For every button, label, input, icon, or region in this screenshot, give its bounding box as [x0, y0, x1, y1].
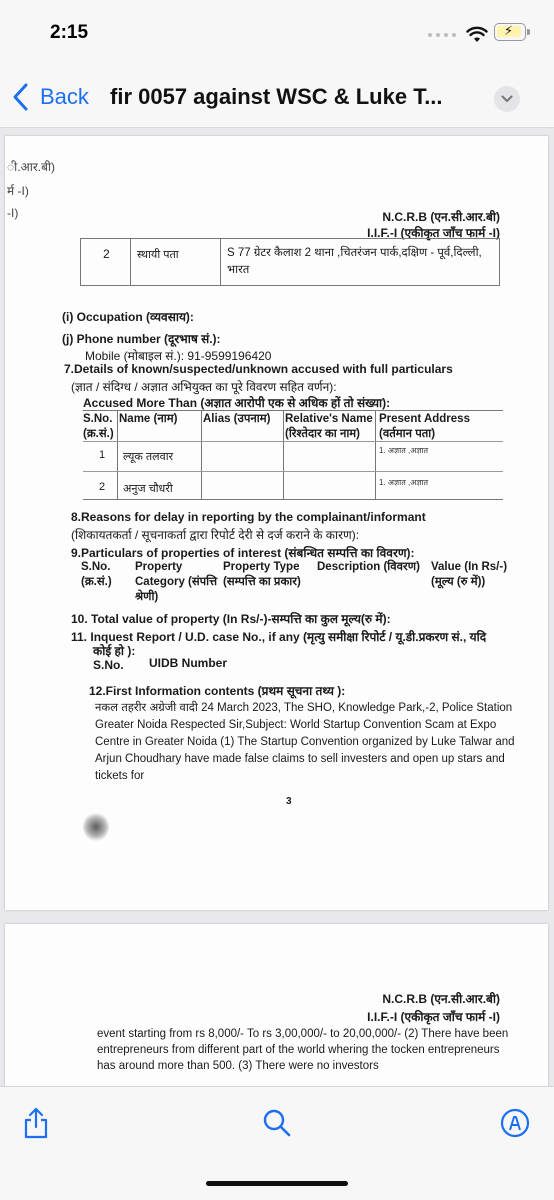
property-value-header: Value (In Rs/-) (मूल्य (रु में)): [431, 561, 508, 588]
section-8-title: 8.Reasons for delay in reporting by the complainant/informant: [71, 510, 426, 524]
scan-smudge: [83, 812, 109, 842]
status-time: 2:15: [50, 22, 89, 43]
document-title[interactable]: fir 0057 against WSC & Luke T...: [110, 84, 443, 109]
fir-contents-continued: event starting from rs 8,000/- To rs 3,00,000/- to 20,00,000/- (2) There have been entrepreneurs from different part of the world whering the tocken entrepreneurs has around more than 500. (3) There were no investors: [97, 1028, 509, 1072]
header-name: Name (नाम): [119, 413, 178, 425]
section-10: 10. Total value of property (In Rs/-)-सम्पत्ति का कुल मूल्य(रु में):: [71, 612, 391, 626]
header-relative: Relative's Name (रिश्तेदार का नाम): [285, 413, 373, 440]
address-table: [80, 238, 500, 286]
search-icon: [262, 1108, 292, 1138]
status-bar: [0, 0, 554, 72]
page-number: 3: [286, 796, 292, 807]
accused-name: अनुज चौधरी: [123, 483, 173, 495]
margin-text: ी.आर.बी): [7, 160, 56, 174]
occupation-label: (i) Occupation (व्यवसाय):: [62, 310, 194, 324]
accused-address: 1. अज्ञात ,अज्ञात: [379, 478, 429, 487]
wifi-icon: [466, 26, 488, 44]
inquest-sno: S.No.: [93, 658, 124, 672]
fir-contents: नकल तहरीर अग्रेजी वादी 24 March 2023, The SHO, Knowledge Park,-2, Police Station Greater Noida Respected Sir,Subject: World Startup Convention Scam at Expo Centre in Greater Noida (1) The Startup Convention organized by Luke Talwar and Arjun Choudhary have made false claims to sell investers and open up stars and tickets for: [95, 702, 515, 782]
header-alias: Alias (उपनाम): [203, 413, 271, 425]
home-indicator[interactable]: [206, 1181, 348, 1186]
section-7-title: 7.Details of known/suspected/unknown accused with full particulars: [64, 362, 453, 376]
chevron-left-icon: [10, 82, 32, 112]
iif-header: I.I.F.-I (एकीकृत जाँच फार्म -I): [367, 226, 500, 240]
share-icon: [23, 1107, 49, 1139]
property-category-header: Property Category (संपत्ति श्रेणी): [135, 561, 218, 603]
property-type-header: Property Type (सम्पत्ति का प्रकार): [223, 561, 301, 588]
accused-sno: 1: [99, 449, 106, 461]
header-address: Present Address (वर्तमान पता): [379, 413, 470, 440]
cellular-signal-icon: [428, 33, 456, 37]
document-page: [5, 136, 548, 910]
ncrb-header: N.C.R.B (एन.सी.आर.बी): [382, 210, 500, 224]
bottom-toolbar: [0, 1086, 554, 1200]
mobile-text: Mobile (मोबाइल सं.): 91-9599196420: [85, 349, 272, 363]
accused-table: [83, 410, 503, 500]
section-11-line2: कोई हो ):: [93, 644, 136, 658]
property-description-header: Description (विवरण): [317, 561, 420, 573]
title-menu-button[interactable]: [494, 86, 520, 112]
markup-button[interactable]: [497, 1105, 533, 1141]
property-sno-header: S.No. (क्र.सं.): [81, 561, 112, 588]
document-page: [5, 924, 548, 1086]
uidb-number: UIDB Number: [149, 656, 228, 670]
section-7-subtitle: (ज्ञात / संदिग्ध / अज्ञात अभियुक्त का पूरे विवरण सहित वर्णन):: [71, 380, 337, 394]
section-8-subtitle: (शिकायतकर्ता / सूचनाकर्ता द्वारा रिपोर्ट देरी से दर्ज कराने के कारण):: [71, 528, 360, 542]
header-sno: S.No. (क्र.सं.): [83, 413, 114, 440]
navigation-bar: [0, 72, 554, 128]
search-button[interactable]: [259, 1105, 295, 1141]
accused-address: 1. अज्ञात ,अज्ञात: [379, 446, 429, 455]
markup-icon: [500, 1108, 530, 1138]
share-button[interactable]: [18, 1105, 54, 1141]
chevron-down-icon: [501, 95, 513, 103]
iif-header: I.I.F.-I (एकीकृत जाँच फार्म -I): [367, 1010, 500, 1024]
section-9-title: 9.Particulars of properties of interest (संबन्धित सम्पत्ति का विवरण):: [71, 546, 415, 560]
back-button[interactable]: [10, 82, 89, 112]
back-label: Back: [40, 84, 89, 109]
margin-text: र्म -I): [7, 184, 29, 198]
accused-sno: 2: [99, 481, 106, 493]
margin-text: -I): [7, 206, 19, 220]
address-type: स्थायी पता: [131, 239, 221, 285]
phone-label: (j) Phone number (दूरभाष सं.):: [62, 332, 221, 346]
address-sno: 2: [81, 239, 131, 285]
battery-icon: ⚡: [494, 23, 526, 41]
section-12-title: 12.First Information contents (प्रथम सूचना तथ्य ):: [89, 684, 346, 698]
accused-more-than: Accused More Than (अज्ञात आरोपी एक से अधिक हों तो संख्या):: [83, 396, 391, 410]
accused-name: ल्यूक तलवार: [123, 451, 174, 463]
document-viewer[interactable]: [0, 128, 554, 1086]
address-value: S 77 ग्रेटर कैलाश 2 थाना ,चितरंजन पार्क,दक्षिण - पूर्व,दिल्ली, भारत: [227, 247, 482, 276]
section-11-line1: 11. Inquest Report / U.D. case No., if any (मृत्यु समीक्षा रिपोर्ट / यू.डी.प्रकरण सं., यदि: [71, 630, 487, 644]
ncrb-header: N.C.R.B (एन.सी.आर.बी): [382, 992, 500, 1006]
